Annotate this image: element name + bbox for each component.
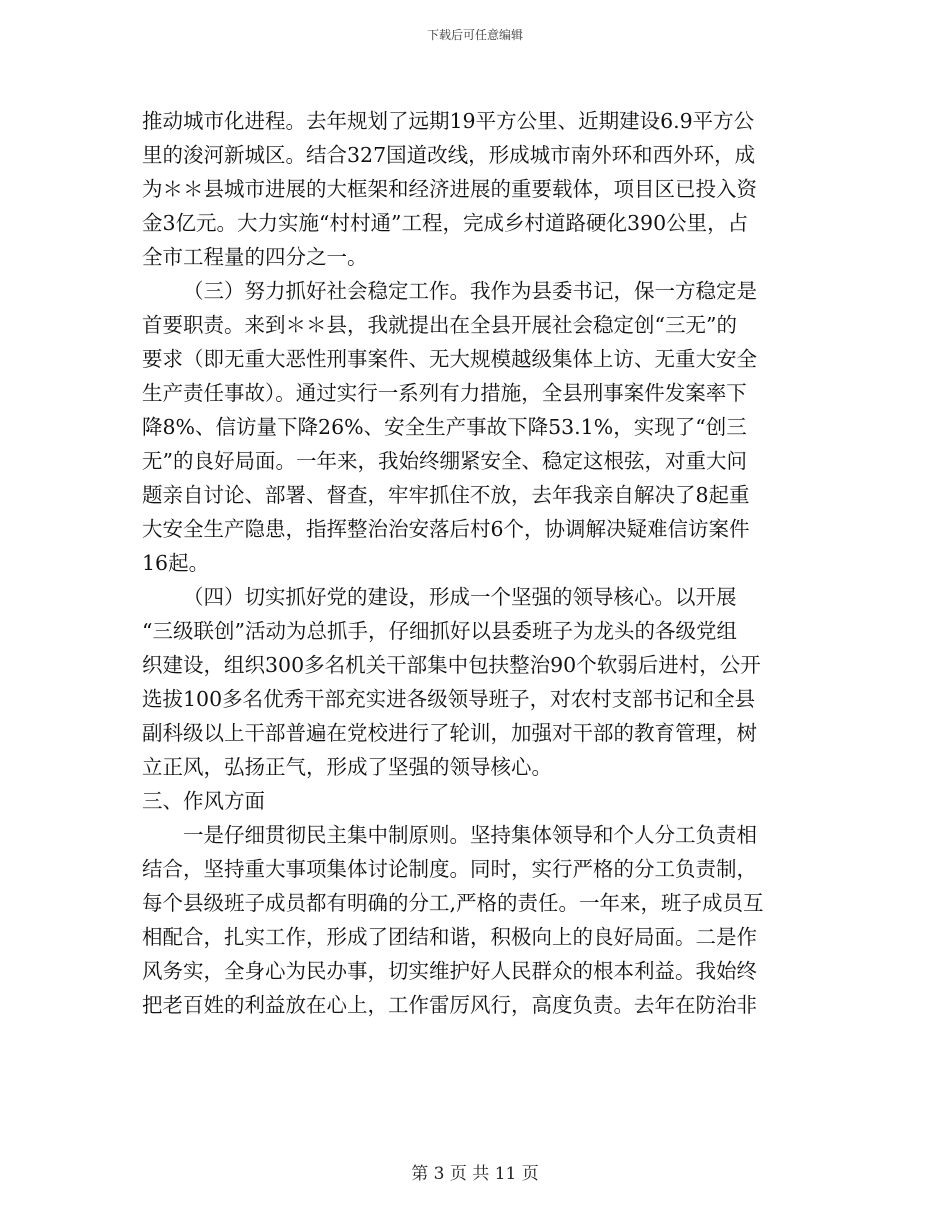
page-header: 下载后可任意编辑	[426, 28, 523, 42]
text-line: 三、作风方面	[142, 789, 265, 813]
text-line: 为＊＊县城市进展的大框架和经济进展的重要载体，项目区已投入资	[142, 177, 757, 201]
text-line: 结合，坚持重大事项集体讨论制度。同时，实行严格的分工负责制，	[142, 857, 757, 881]
text-line: 里的浚河新城区。结合327国道改线，形成城市南外环和西外环，成	[142, 143, 756, 167]
text-line: 立正风，弘扬正气，形成了坚强的领导核心。	[142, 755, 552, 779]
text-line: 把老百姓的利益放在心上，工作雷厉风行，高度负责。去年在防治非	[142, 993, 757, 1017]
text-line: 题亲自讨论、部署、督查，牢牢抓住不放，去年我亲自解决了8起重	[142, 483, 750, 507]
text-line: 要求（即无重大恶性刑事案件、无大规模越级集体上访、无重大安全	[142, 347, 757, 371]
paragraph-first-line: （四）切实抓好党的建设，形成一个坚强的领导核心。以开展	[183, 585, 737, 609]
text-line: 推动城市化进程。去年规划了远期19平方公里、近期建设6.9平方公	[142, 109, 755, 133]
text-line: 降8%、信访量下降26%、安全生产事故下降53.1%，实现了“创三	[142, 415, 747, 439]
text-line: “三级联创”活动为总抓手，仔细抓好以县委班子为龙头的各级党组	[142, 619, 737, 643]
text-line: 首要职责。来到＊＊县，我就提出在全县开展社会稳定创“三无”的	[142, 313, 737, 337]
text-line: 全市工程量的四分之一。	[142, 245, 368, 269]
text-line: 16起。	[142, 551, 210, 575]
text-line: 大安全生产隐患，指挥整治治安落后村6个，协调解决疑难信访案件	[142, 517, 750, 541]
text-line: 每个县级班子成员都有明确的分工,严格的责任。一年来，班子成员互	[142, 891, 764, 915]
text-line: 相配合，扎实工作，形成了团结和谐，积极向上的良好局面。二是作	[142, 925, 757, 949]
text-line: 风务实，全身心为民办事，切实维护好人民群众的根本利益。我始终	[142, 959, 757, 983]
text-line: 织建设，组织300多名机关干部集中包扶整治90个软弱后进村，公开	[142, 653, 761, 677]
paragraph-first-line: （三）努力抓好社会稳定工作。我作为县委书记，保一方稳定是	[183, 279, 757, 303]
text-line: 生产责任事故）。通过实行一系列有力措施，全县刑事案件发案率下	[142, 381, 747, 405]
text-line: 副科级以上干部普遍在党校进行了轮训，加强对干部的教育管理，树	[142, 721, 757, 745]
text-line: 选拔100多名优秀干部充实进各级领导班子，对农村支部书记和全县	[142, 687, 756, 711]
paragraph-first-line: 一是仔细贯彻民主集中制原则。坚持集体领导和个人分工负责相	[183, 823, 757, 847]
text-line: 无”的良好局面。一年来，我始终绷紧安全、稳定这根弦，对重大问	[142, 449, 747, 473]
text-line: 金3亿元。大力实施“村村通”工程，完成乡村道路硬化390公里，占	[142, 211, 749, 235]
document-body	[142, 104, 807, 1022]
page-footer: 第 3 页 共 11 页	[411, 1164, 539, 1184]
